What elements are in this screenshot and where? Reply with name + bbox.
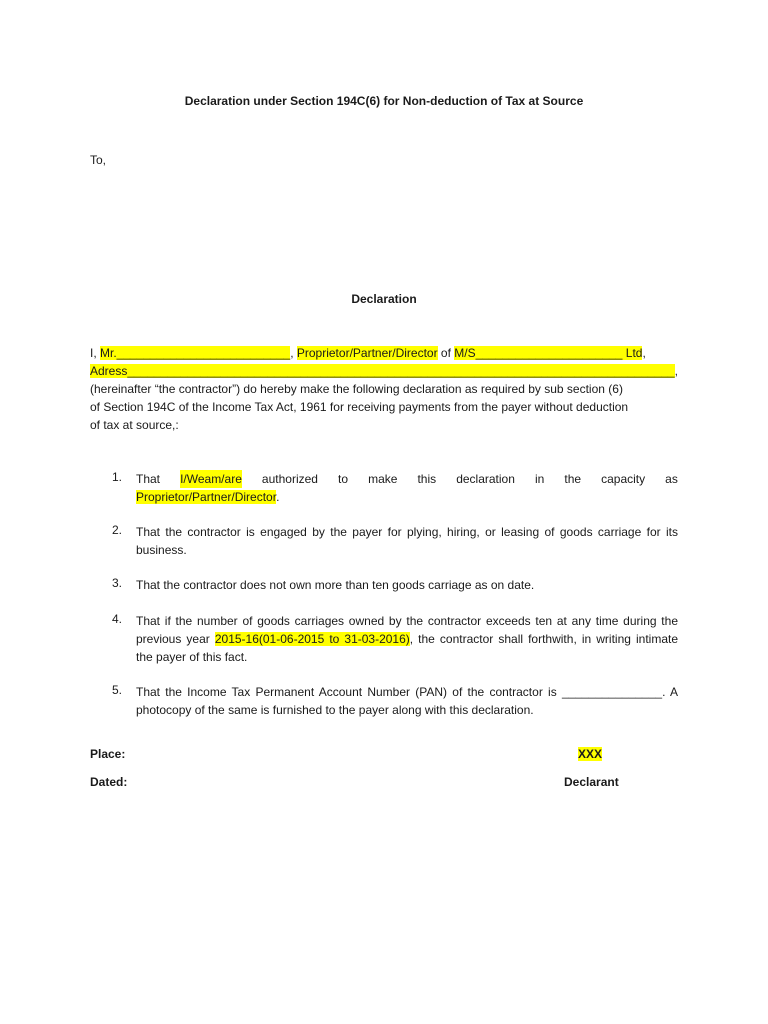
period: . [276,490,280,504]
intro-line-5: of tax at source,: [90,418,179,432]
word: declaration [456,472,515,486]
word: That [136,472,161,486]
intro-comma: , [642,346,646,360]
capacity-field: I/Weam/are [180,472,242,486]
list-item-text: That the contractor is engaged by the payer for plying, hiring, or leasing of goods carriage for its business. [136,525,678,557]
intro-separator: , [290,346,297,360]
list-number: 4. [112,612,123,626]
capacity-role-field: Proprietor/Partner/Director [136,490,277,504]
intro-line-2 [90,364,678,378]
document-title: Declaration under Section 194C(6) for Non-deduction of Tax at Source [184,94,584,108]
intro-line-1 [90,346,660,360]
intro-line-3: (hereinafter “the contractor”) do hereby make the following declaration as required by sub section (6) [90,382,623,396]
dated-label: Dated: [90,775,128,789]
name-field: Mr.__________________________ [100,346,291,360]
intro-prefix: I, [90,346,101,360]
list-number: 5. [112,683,123,697]
item-4-text-a: That if the number of goods carriages owned by the contractor exceeds ten at any time during the previous year [136,614,678,646]
word: as [665,472,678,486]
list-item-text: That the Income Tax Permanent Account Number (PAN) of the contractor is _______________. A photocopy of the same is furnished to the payer along with this declaration. [136,685,678,717]
list-item-text [136,470,678,506]
role-field: Proprietor/Partner/Director [296,346,438,360]
intro-of: of [437,346,455,360]
word: make [368,472,398,486]
word: in [534,472,545,486]
item-4-text-b: , the contractor shall forthwith, in writing intimate the payer of this fact. [136,632,678,664]
signature-field: XXX [578,747,603,761]
justified-line [136,470,678,488]
addressee-label: To, [90,153,107,167]
word: authorized [261,472,318,486]
place-label: Place: [90,747,126,761]
list-item-text [136,612,678,666]
intro-line-4: of Section 194C of the Income Tax Act, 1961 for receiving payments from the payer without deduction [90,400,629,414]
financial-year-field: 2015-16(01-06-2015 to 31-03-2016) [214,632,410,646]
list-number: 2. [112,523,123,537]
item-1-line-2 [136,488,678,506]
word: the [564,472,582,486]
list-item-text: That the contractor does not own more than ten goods carriage as on date. [136,578,535,592]
list-number: 3. [112,576,123,590]
word: this [417,472,437,486]
declarant-label: Declarant [564,775,619,789]
company-field: M/S______________________ Ltd [454,346,643,360]
signature-name [578,747,602,761]
list-number: 1. [112,470,123,484]
word: to [338,472,349,486]
address-field: Adress__________________________________________________________________________________ [90,364,675,378]
word: capacity [601,472,646,486]
address-comma: , [674,364,678,378]
declaration-heading: Declaration [351,292,417,306]
